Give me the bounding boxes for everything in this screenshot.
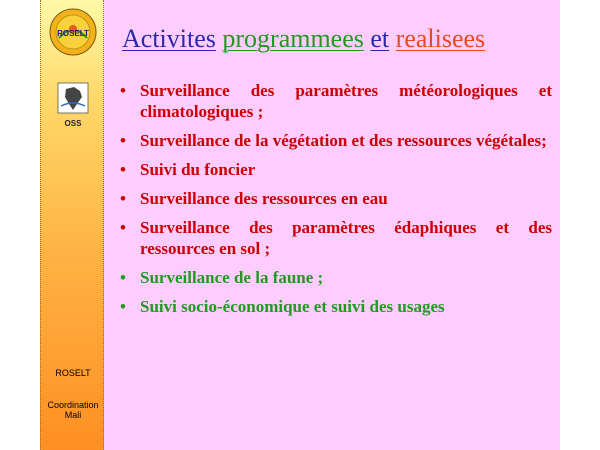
bullet-icon: • [120,218,126,237]
roselt-logo-icon [49,8,97,56]
coordination-country: Mali [64,410,82,420]
list-item [116,130,552,151]
slide-title [122,22,552,56]
list-item-text: Suivi socio-économique et suivi des usages [140,297,445,316]
bullet-icon: • [120,160,126,179]
list-item [116,267,552,288]
bullet-icon: • [120,81,126,100]
bullet-icon: • [120,189,126,208]
title-part-programmees: programmees [222,24,364,53]
title-part-realisees: realisees [395,24,486,53]
bullet-icon: • [120,297,126,316]
oss-logo-text: OSS [64,119,82,128]
list-item [116,296,552,317]
bullet-icon: • [120,268,126,287]
list-item [116,188,552,209]
oss-logo-icon [57,82,89,130]
list-item [116,80,552,122]
bullet-list [116,80,552,325]
list-item-text: Surveillance des paramètres édaphiques et des ressources en sol ; [140,218,552,258]
list-item-text: Surveillance de la faune ; [140,268,324,287]
bullet-icon: • [120,131,126,150]
list-item [116,159,552,180]
list-item-text: Suivi du foncier [140,160,256,179]
title-part-activites: Activites [122,24,216,53]
list-item-text: Surveillance de la végétation et des ressources végétales; [140,131,547,150]
roselt-logo-text: ROSELT [57,29,89,38]
coordination-label: Coordination [47,400,99,410]
list-item [116,217,552,259]
slide-content [104,0,560,450]
sidebar [40,0,104,450]
title-part-et: et [370,24,390,53]
list-item-text: Surveillance des paramètres météorologiques et climatologiques ; [140,81,552,121]
org-label: ROSELT [55,368,91,378]
list-item-text: Surveillance des ressources en eau [140,189,388,208]
